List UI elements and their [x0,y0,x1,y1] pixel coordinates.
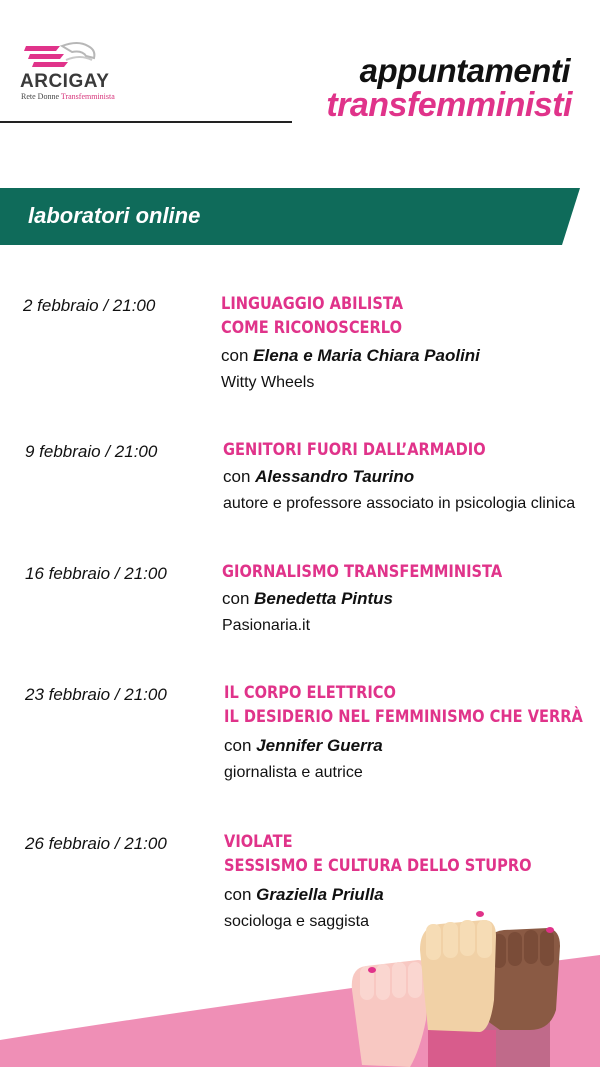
speaker-prefix: con [224,885,252,904]
event-speaker [222,589,393,609]
event-role: giornalista e autrice [224,764,363,781]
event-date: 16 febbraio / 21:00 [25,564,167,583]
speaker-prefix: con [224,736,252,755]
event-title-line: IL DESIDERIO NEL FEMMINISMO CHE VERRÀ [224,707,583,727]
event-title [222,560,502,584]
event-title-line: GENITORI FUORI DALL’ARMADIO [223,440,486,460]
event-title-line: COME RICONOSCERLO [221,318,403,338]
event-title [223,438,486,462]
speaker-name: Alessandro Taurino [255,467,415,486]
event-speaker [224,736,383,756]
speaker-name: Graziella Priulla [256,885,384,904]
event-title [224,681,583,729]
event-title-line: IL CORPO ELETTRICO [224,683,396,703]
event-speaker [223,467,414,487]
event-date: 2 febbraio / 21:00 [23,296,156,315]
logo-name: ARCIGAY [20,71,110,92]
event-title-line: GIORNALISMO TRANSFEMMINISTA [222,562,503,582]
header-divider [0,121,292,123]
event-role: sociologa e saggista [224,913,369,930]
logo-subtitle [21,92,115,101]
event-role: Witty Wheels [221,374,315,391]
event-date: 23 febbraio / 21:00 [25,685,167,704]
section-label: laboratori online [28,203,201,228]
speaker-name: Jennifer Guerra [256,736,383,755]
speaker-prefix: con [221,346,249,365]
event-date: 9 febbraio / 21:00 [25,442,158,461]
event-title-line: LINGUAGGIO ABILISTA [221,294,404,314]
speaker-name: Benedetta Pintus [254,589,394,608]
event-title [221,292,403,340]
event-title [224,830,532,878]
event-role: autore e professore associato in psicologia clinica [223,495,576,512]
event-role: Pasionaria.it [222,617,311,634]
event-speaker [221,346,480,366]
speaker-name: Elena e Maria Chiara Paolini [253,346,480,365]
page-title-line2: transfemministi [326,86,572,124]
raised-fists-illustration [0,880,600,1067]
event-title-line: VIOLATE [224,832,293,852]
speaker-prefix: con [223,467,251,486]
speaker-prefix: con [222,589,250,608]
event-date: 26 febbraio / 21:00 [25,834,167,853]
logo-subtitle-prefix: Rete Donne [21,92,59,101]
page-title-line1: appuntamenti [359,52,570,89]
logo-subtitle-highlight: Transfemminista [60,92,115,101]
event-title-line: SESSISMO E CULTURA DELLO STUPRO [224,856,532,876]
